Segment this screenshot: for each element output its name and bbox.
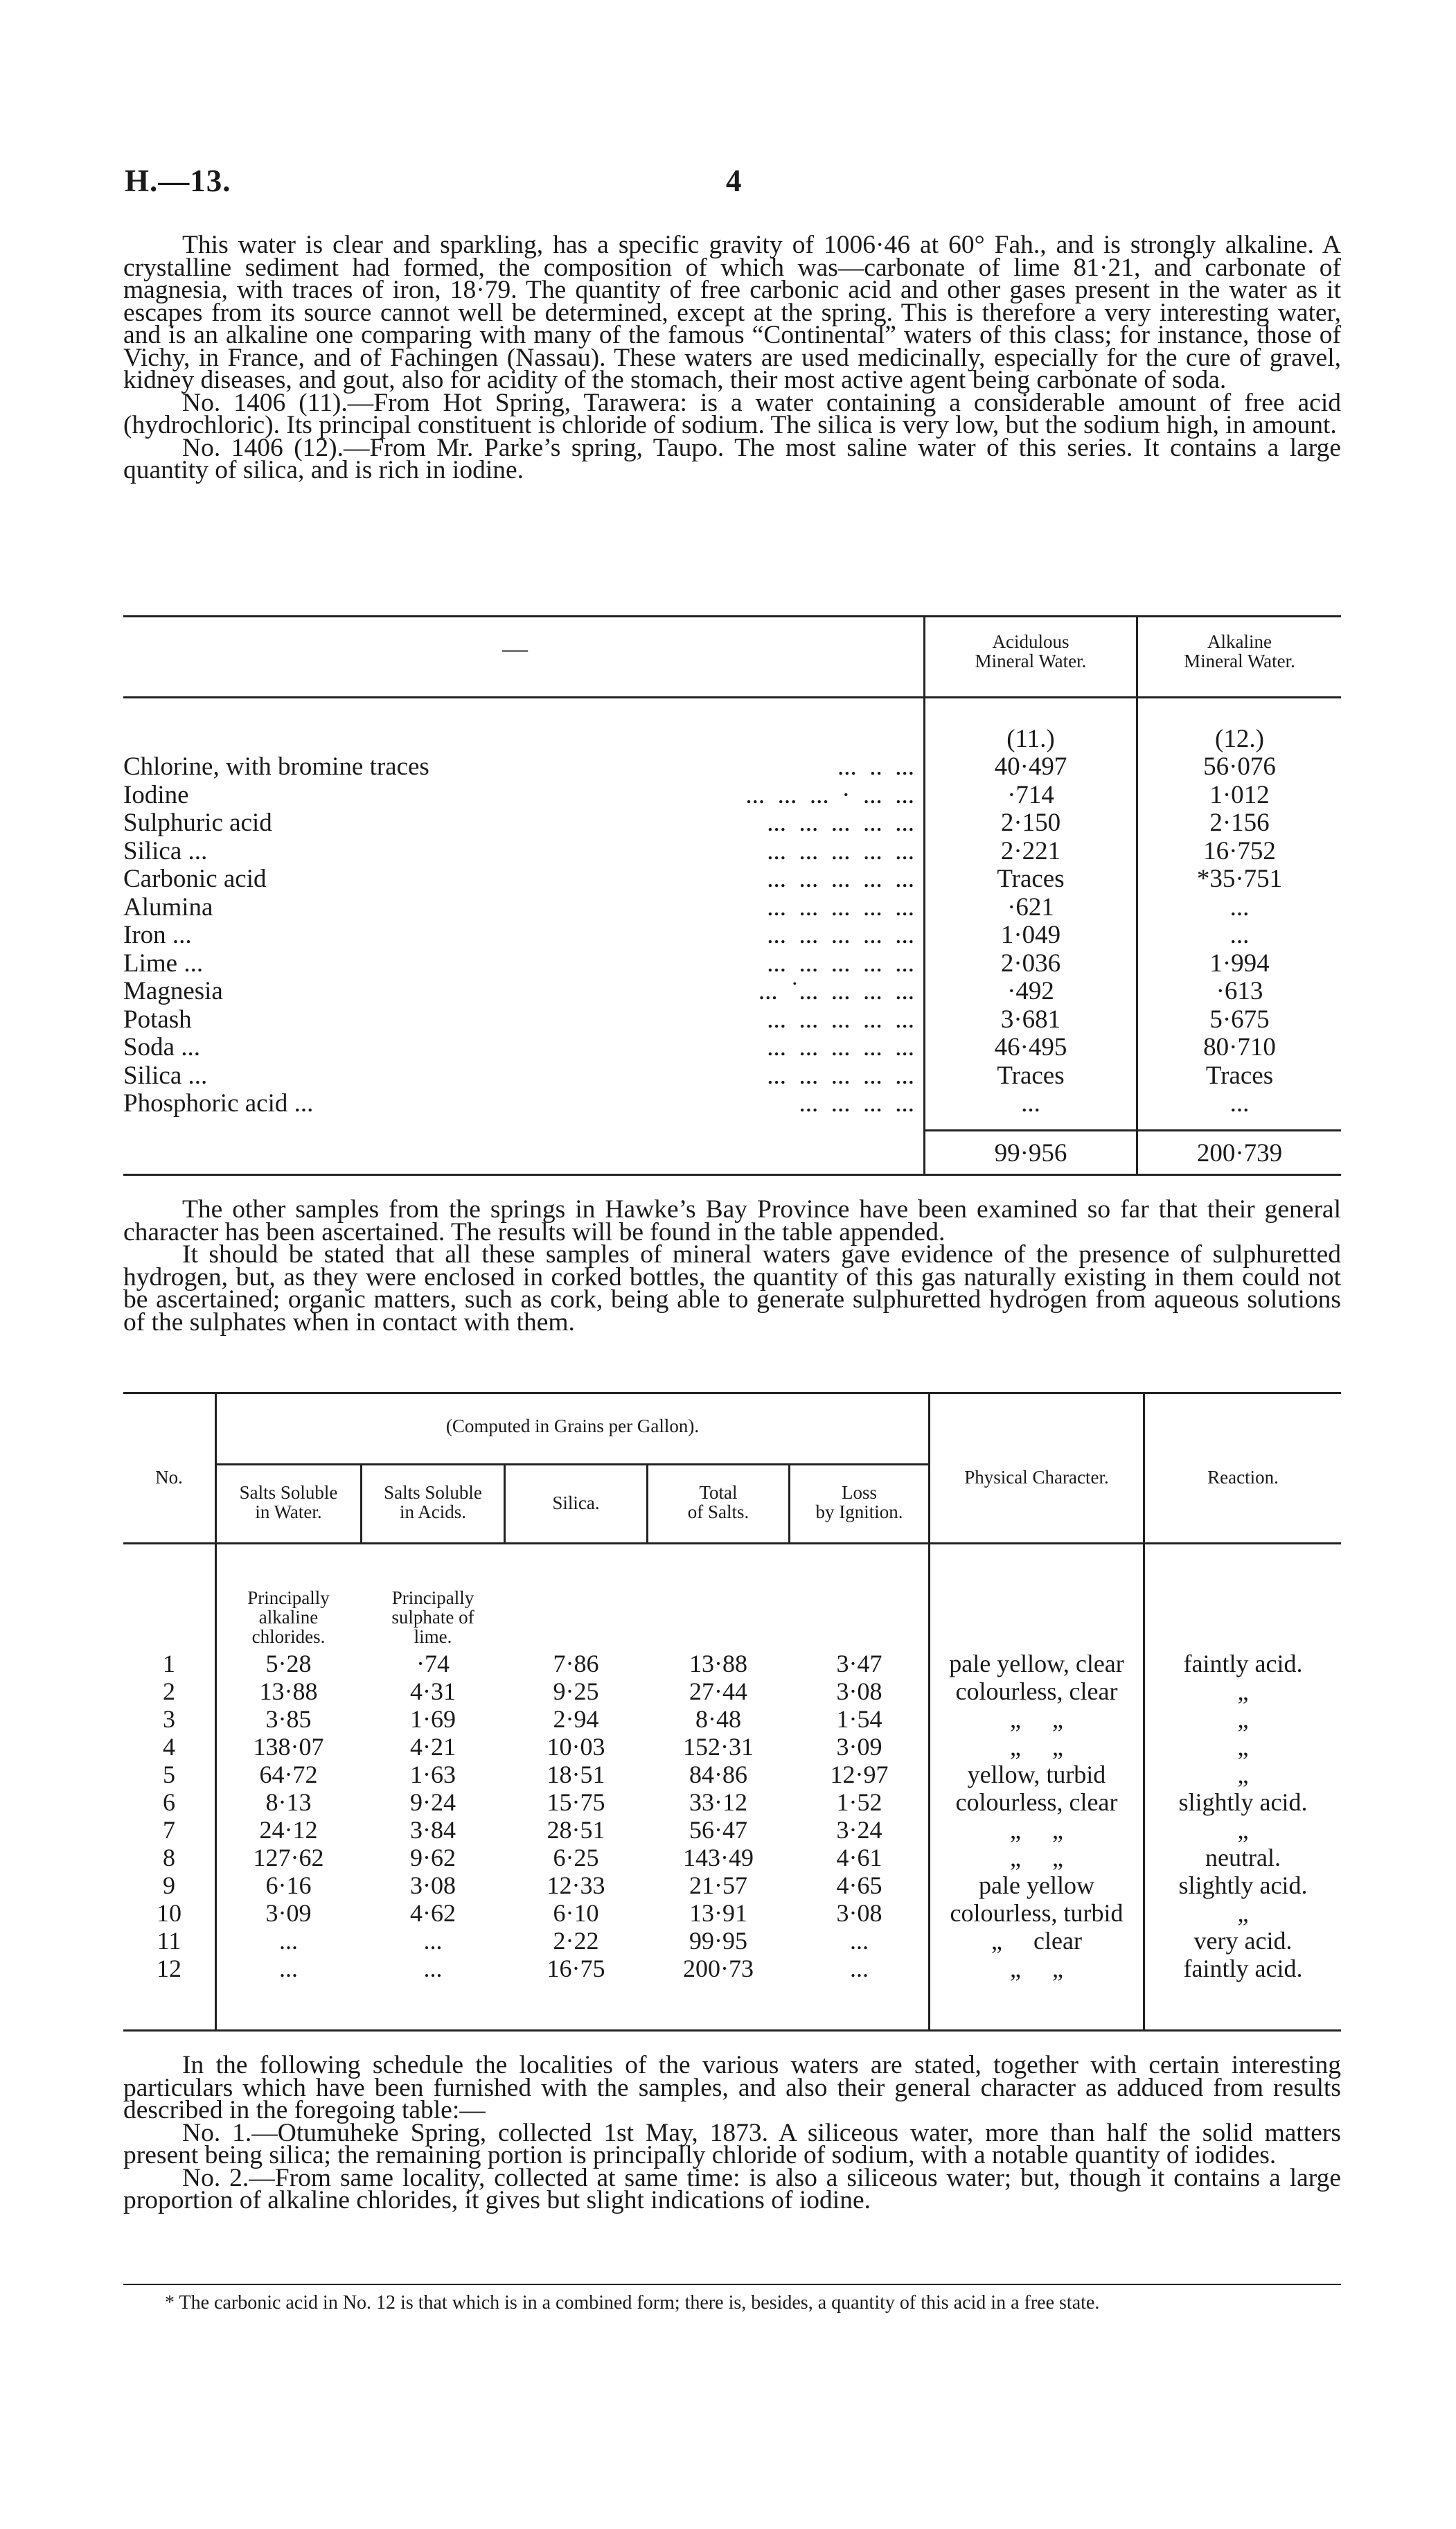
row-label: Phosphoric acid ... — [123, 1089, 314, 1118]
footnote-rule — [123, 2284, 1341, 2285]
value-acidulous: 2·221 — [1000, 837, 1061, 865]
row-label: Lime ... — [123, 949, 204, 978]
column-header: Salts Soluble in Water. — [239, 1482, 338, 1522]
note-water: Principally alkaline chlorides. — [247, 1587, 330, 1647]
loss-ignition: 3·09 — [836, 1733, 882, 1761]
dash-header: — — [502, 635, 528, 663]
row-number: 11 — [157, 1927, 181, 1955]
value-acidulous: Traces — [997, 1061, 1065, 1090]
no-header: No. — [155, 1467, 183, 1488]
silica: 2·94 — [553, 1705, 599, 1733]
physical-character: „ „ — [1010, 1705, 1063, 1733]
rule — [123, 1542, 1341, 1544]
row-number: 5 — [163, 1761, 175, 1788]
reaction: „ — [1237, 1816, 1249, 1844]
row-label: Magnesia — [123, 977, 223, 1005]
silica: 15·75 — [547, 1788, 605, 1816]
row-number: 7 — [163, 1816, 175, 1844]
leader-dots: ... ... ... ... ... — [767, 865, 914, 893]
note-acids: Principally sulphate of lime. — [391, 1587, 474, 1647]
column-header: Silica. — [552, 1492, 600, 1513]
paragraph: The other samples from the springs in Hawke’s Bay Province have been examined so far that their general character has been ascertained. The results will be found in the table appended. — [123, 1195, 1341, 1246]
total-salts: 21·57 — [689, 1871, 747, 1899]
salts-water: 13·88 — [259, 1677, 318, 1705]
silica: 6·25 — [553, 1844, 599, 1871]
salts-acids: ·74 — [416, 1650, 450, 1677]
col-number-11: (11.) — [1006, 725, 1055, 753]
loss-ignition: 1·54 — [836, 1705, 882, 1733]
physical-character: colourless, clear — [955, 1677, 1118, 1705]
row-label: Iodine — [123, 781, 189, 809]
row-label: Chlorine, with bromine traces — [123, 752, 429, 781]
value-alkaline: ... — [1229, 1089, 1250, 1118]
row-number: 6 — [163, 1788, 175, 1816]
physical-character: „ „ — [1010, 1733, 1063, 1761]
physical-character: colourless, turbid — [950, 1899, 1124, 1927]
value-acidulous: 2·150 — [1000, 809, 1061, 837]
silica: 16·75 — [547, 1955, 605, 1982]
document-reference: H.—13. — [125, 164, 231, 198]
loss-ignition: 4·61 — [836, 1844, 882, 1871]
value-alkaline: Traces — [1205, 1061, 1274, 1090]
leader-dots: ... ... ... ... ... — [767, 837, 914, 865]
value-alkaline: ... — [1229, 921, 1250, 949]
loss-ignition: ... — [850, 1927, 869, 1955]
row-number: 10 — [157, 1899, 181, 1927]
value-acidulous: 46·495 — [994, 1033, 1067, 1061]
loss-ignition: ... — [850, 1955, 869, 1982]
value-alkaline: 1·012 — [1209, 781, 1270, 809]
silica: 18·51 — [547, 1761, 605, 1788]
reaction: slightly acid. — [1178, 1788, 1308, 1816]
physical-character: yellow, turbid — [967, 1761, 1106, 1788]
salts-acids: 1·69 — [410, 1705, 456, 1733]
loss-ignition: 12·97 — [830, 1761, 889, 1788]
row-label: Sulphuric acid — [123, 809, 272, 837]
leader-dots: ... ... ... · ... ... — [745, 781, 914, 809]
reaction: faintly acid. — [1183, 1650, 1303, 1677]
total-salts: 99·95 — [689, 1927, 747, 1955]
loss-ignition: 3·47 — [836, 1650, 882, 1677]
value-alkaline: *35·751 — [1196, 865, 1283, 893]
total-salts: 200·73 — [683, 1955, 754, 1982]
row-label: Iron ... — [123, 921, 192, 949]
row-label: Silica ... — [123, 837, 208, 865]
total-salts: 152·31 — [683, 1733, 754, 1761]
leader-dots: ... ... ... ... ... — [767, 1061, 914, 1090]
col-header-alkaline: Alkaline Mineral Water. — [1184, 631, 1295, 671]
salts-water: ... — [279, 1955, 298, 1982]
paragraph: No. 1406 (11).—From Hot Spring, Tarawera: is a water containing a considerable amount of free acid (hydrochloric). Its principal constituent is chloride of sodium. The silica is very low, but the sodium high, in amount. — [123, 388, 1341, 439]
total-salts: 33·12 — [689, 1788, 747, 1816]
loss-ignition: 1·52 — [836, 1788, 882, 1816]
physical-character: „ clear — [991, 1927, 1082, 1955]
silica: 6·10 — [553, 1899, 599, 1927]
rule — [123, 1174, 1341, 1176]
value-acidulous: 3·681 — [1000, 1005, 1061, 1034]
salts-acids: 9·24 — [410, 1788, 456, 1816]
column-header: Total of Salts. — [687, 1482, 749, 1522]
physical-character: „ „ — [1010, 1955, 1063, 1982]
rule — [123, 1392, 1341, 1394]
salts-acids: 1·63 — [410, 1761, 456, 1788]
physical-header: Physical Character. — [964, 1467, 1109, 1488]
row-label: Alumina — [123, 893, 213, 922]
value-alkaline: 1·994 — [1209, 949, 1270, 978]
leader-dots: ... ... ... ... ... — [767, 1005, 914, 1034]
row-number: 2 — [163, 1677, 175, 1705]
paragraph: It should be stated that all these samples of mineral waters gave evidence of the presence of sulphuretted hydrogen, but, as they were enclosed in corked bottles, the quantity of this gas naturally existing in them could not be ascertained; organic matters, such as cork, being able to generate sulphuretted hydrogen from aqueous solutions of the sulphates when in contact with them. — [123, 1240, 1341, 1337]
footnote: * The carbonic acid in No. 12 is that which is in a combined form; there is, besides, a quantity of this acid in a free state. — [165, 2292, 1100, 2314]
total-alkaline: 200·739 — [1196, 1139, 1283, 1167]
leader-dots: ... ... ... ... ... — [767, 893, 914, 922]
total-salts: 13·91 — [689, 1899, 747, 1927]
paragraph: No. 2.—From same locality, collected at same time: is also a siliceous water; but, though it contains a large proportion of alkaline chlorides, it gives but slight indications of iodine. — [123, 2163, 1341, 2214]
total-salts: 8·48 — [695, 1705, 741, 1733]
silica: 9·25 — [553, 1677, 599, 1705]
salts-acids: ... — [423, 1955, 443, 1982]
salts-acids: 3·84 — [410, 1816, 456, 1844]
column-header: Salts Soluble in Acids. — [384, 1482, 482, 1522]
reaction: „ — [1237, 1705, 1249, 1733]
total-salts: 56·47 — [689, 1816, 747, 1844]
total-salts: 27·44 — [689, 1677, 747, 1705]
value-alkaline: 80·710 — [1203, 1033, 1276, 1061]
value-alkaline: 2·156 — [1209, 809, 1270, 837]
middle-text — [123, 1195, 1341, 1337]
physical-character: pale yellow — [979, 1871, 1094, 1899]
total-salts: 13·88 — [689, 1650, 747, 1677]
column-header: Loss by Ignition. — [815, 1482, 903, 1522]
salts-water: 5·28 — [265, 1650, 312, 1677]
reaction: very acid. — [1193, 1927, 1293, 1955]
value-alkaline: 5·675 — [1209, 1005, 1270, 1034]
value-acidulous: 1·049 — [1000, 921, 1061, 949]
silica: 28·51 — [547, 1816, 605, 1844]
rule — [123, 696, 1341, 698]
salts-water: 8·13 — [265, 1788, 312, 1816]
salts-water: 3·09 — [265, 1899, 312, 1927]
paragraph: No. 1406 (12).—From Mr. Parke’s spring, Taupo. The most saline water of this series. It contains a large quantity of silica, and is rich in iodine. — [123, 433, 1341, 484]
row-number: 9 — [163, 1871, 175, 1899]
physical-character: „ „ — [1010, 1816, 1063, 1844]
reaction: slightly acid. — [1178, 1871, 1308, 1899]
leader-dots: ... ... ... ... — [799, 1089, 914, 1118]
closing-text — [123, 2051, 1341, 2214]
reaction: neutral. — [1205, 1844, 1281, 1871]
value-alkaline: 56·076 — [1203, 752, 1276, 781]
reaction: „ — [1237, 1677, 1249, 1705]
row-number: 3 — [163, 1705, 175, 1733]
loss-ignition: 3·24 — [836, 1816, 882, 1844]
intro-text — [123, 231, 1341, 484]
paragraph: In the following schedule the localities of the various waters are stated, together with certain interesting particulars which have been furnished with the samples, and also their general character as adduced from results described in the foregoing table:— — [123, 2051, 1341, 2124]
value-alkaline: ... — [1229, 893, 1250, 922]
salts-acids: 9·62 — [410, 1844, 456, 1871]
value-acidulous: 40·497 — [994, 752, 1067, 781]
reaction-header: Reaction. — [1207, 1467, 1279, 1488]
physical-character: colourless, clear — [955, 1788, 1118, 1816]
salts-acids: 4·62 — [410, 1899, 456, 1927]
silica: 7·86 — [553, 1650, 599, 1677]
reaction: faintly acid. — [1183, 1955, 1303, 1982]
row-number: 1 — [163, 1650, 175, 1677]
leader-dots: ... ... ... ... ... — [767, 921, 914, 949]
salts-water: 24·12 — [259, 1816, 318, 1844]
total-acidulous: 99·956 — [994, 1139, 1067, 1167]
col-number-12: (12.) — [1215, 725, 1264, 753]
total-salts: 84·86 — [689, 1761, 747, 1788]
salts-water: 6·16 — [265, 1871, 312, 1899]
loss-ignition: 3·08 — [836, 1899, 882, 1927]
leader-dots: ... ˙... ... ... ... — [758, 977, 914, 1005]
row-label: Silica ... — [123, 1061, 208, 1090]
physical-character: „ „ — [1010, 1844, 1063, 1871]
salts-acids: 4·31 — [410, 1677, 456, 1705]
page-number: 4 — [726, 164, 742, 198]
reaction: „ — [1237, 1899, 1249, 1927]
physical-character: pale yellow, clear — [949, 1650, 1124, 1677]
paragraph: No. 1.—Otumuheke Spring, collected 1st May, 1873. A siliceous water, more than half the solid matters present being silica; the remaining portion is principally chloride of sodium, with a notable quantity of iodides. — [123, 2118, 1341, 2169]
salts-water: 138·07 — [253, 1733, 324, 1761]
reaction: „ — [1237, 1733, 1249, 1761]
row-label: Carbonic acid — [123, 865, 267, 893]
value-acidulous: ·714 — [1007, 781, 1054, 809]
col-header-acidulous: Acidulous Mineral Water. — [975, 631, 1087, 671]
row-number: 8 — [163, 1844, 175, 1871]
value-acidulous: 2·036 — [1000, 949, 1061, 978]
row-number: 4 — [163, 1733, 175, 1761]
rule — [215, 1463, 928, 1465]
row-label: Soda ... — [123, 1033, 200, 1061]
value-acidulous: ·492 — [1007, 977, 1054, 1005]
salts-acids: ... — [423, 1927, 443, 1955]
rule — [123, 615, 1341, 617]
salts-water: 3·85 — [265, 1705, 312, 1733]
silica: 2·22 — [553, 1927, 599, 1955]
total-salts: 143·49 — [683, 1844, 754, 1871]
value-acidulous: Traces — [997, 865, 1065, 893]
salts-water: ... — [279, 1927, 298, 1955]
group-header: (Computed in Grains per Gallon). — [445, 1416, 700, 1436]
salts-water: 127·62 — [253, 1844, 324, 1871]
value-alkaline: 16·752 — [1203, 837, 1276, 865]
reaction: „ — [1237, 1761, 1249, 1788]
salts-water: 64·72 — [259, 1761, 318, 1788]
leader-dots: ... .. ... — [837, 752, 914, 781]
value-acidulous: ... — [1021, 1089, 1040, 1118]
paragraph: This water is clear and sparkling, has a specific gravity of 1006·46 at 60° Fah., and is strongly alkaline. A crystalline sediment had formed, the composition of which was—carbonate of lime 81·21, and carbonate of magnesia, with traces of iron, 18·79. The quantity of free carbonic acid and other gases present in the water as it escapes from its source cannot well be determined, except at the spring. This is therefore a very interesting water, and is an alkaline one comparing with many of the famous “Continental” waters of this class; for instance, those of Vichy, in France, and of Fachingen (Nassau). These waters are used medicinally, especially for the cure of gravel, kidney diseases, and gout, also for acidity of the stomach, their most active agent being carbonate of soda. — [123, 231, 1341, 394]
silica: 12·33 — [547, 1871, 605, 1899]
rule — [123, 2029, 1341, 2032]
row-label: Potash — [123, 1005, 192, 1034]
leader-dots: ... ... ... ... ... — [767, 1033, 914, 1061]
rule — [925, 1129, 1341, 1131]
loss-ignition: 3·08 — [836, 1677, 882, 1705]
salts-acids: 3·08 — [410, 1871, 456, 1899]
silica: 10·03 — [547, 1733, 605, 1761]
value-alkaline: ·613 — [1216, 977, 1263, 1005]
leader-dots: ... ... ... ... ... — [767, 809, 914, 837]
loss-ignition: 4·65 — [836, 1871, 882, 1899]
row-number: 12 — [157, 1955, 181, 1982]
value-acidulous: ·621 — [1007, 893, 1054, 922]
leader-dots: ... ... ... ... ... — [767, 949, 914, 978]
salts-acids: 4·21 — [410, 1733, 456, 1761]
